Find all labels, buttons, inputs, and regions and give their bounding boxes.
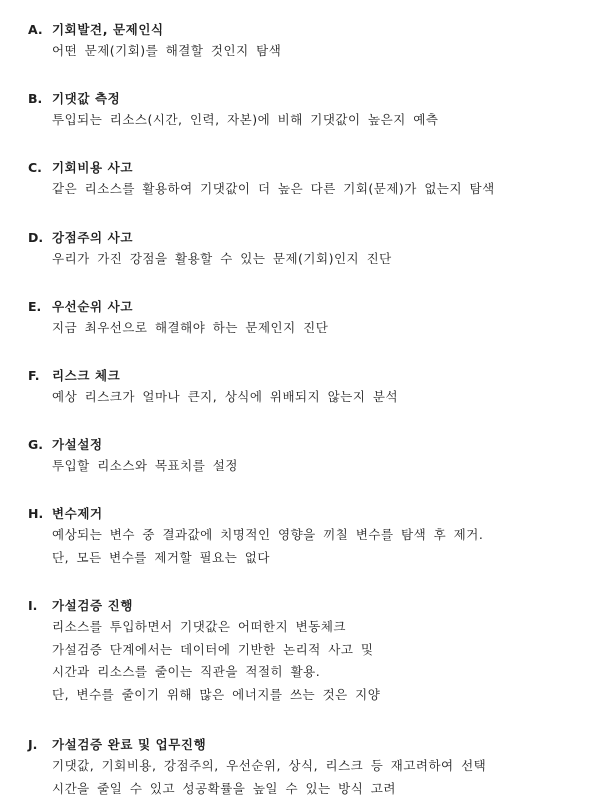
section-text: 단, 변수를 줄이기 위해 많은 에너지를 쓰는 것은 지양 [52, 686, 381, 702]
section-text: 시간을 줄일 수 있고 성공확률을 높일 수 있는 방식 고려 [52, 780, 396, 796]
section-f [28, 366, 398, 409]
section-title: 가설설정 [52, 437, 103, 452]
section-letter: E. [28, 299, 42, 314]
section-heading [28, 158, 495, 178]
section-title: 변수제거 [52, 506, 103, 521]
section-text: 예상되는 변수 중 결과값에 치명적인 영향을 끼칠 변수를 탐색 후 제거. [52, 527, 484, 542]
section-text: 우리가 가진 강점을 활용할 수 있는 문제(기회)인지 진단 [52, 251, 392, 266]
section-text: 기댓값, 기회비용, 강점주의, 우선순위, 상식, 리스크 등 재고려하여 선택 [52, 758, 487, 773]
section-title: 기회비용 사고 [52, 160, 134, 175]
section-text: 투입되는 리소스(시간, 인력, 자본)에 비해 기댓값이 높은지 예측 [52, 112, 439, 127]
section-heading [28, 435, 238, 455]
section-title: 가설검증 완료 및 업무진행 [52, 737, 207, 752]
section-h [28, 504, 483, 569]
section-letter: J. [28, 737, 38, 752]
section-letter: B. [28, 91, 43, 106]
section-text: 시간과 리소스를 줄이는 직관을 적절히 활용. [52, 664, 321, 679]
section-text: 같은 리소스를 활용하여 기댓값이 더 높은 다른 기회(문제)가 없는지 탐색 [52, 181, 495, 196]
section-c [28, 158, 495, 201]
section-g [28, 435, 238, 478]
section-i [28, 596, 380, 706]
section-letter: F. [28, 368, 40, 383]
section-heading [28, 20, 281, 40]
section-letter: I. [28, 598, 38, 613]
section-b [28, 89, 438, 132]
section-text: 어떤 문제(기회)를 해결할 것인지 탐색 [52, 43, 282, 58]
section-title: 리스크 체크 [52, 368, 121, 383]
section-text: 가설검증 단계에서는 데이터에 기반한 논리적 사고 및 [52, 641, 374, 657]
section-title: 기회발견, 문제인식 [52, 22, 164, 37]
section-title: 강점주의 사고 [52, 230, 134, 245]
section-a [28, 20, 281, 63]
section-text: 리소스를 투입하면서 기댓값은 어떠한지 변동체크 [52, 619, 346, 634]
section-title: 가설검증 진행 [52, 598, 134, 613]
section-letter: G. [28, 437, 44, 452]
section-j [28, 735, 486, 800]
section-d [28, 228, 392, 271]
section-heading [28, 89, 438, 109]
section-e [28, 297, 328, 340]
section-text: 지금 최우선으로 해결해야 하는 문제인지 진단 [52, 320, 329, 335]
section-letter: D. [28, 230, 44, 245]
section-text: 투입할 리소스와 목표치를 설정 [52, 458, 238, 473]
section-heading [28, 596, 380, 616]
section-letter: C. [28, 160, 42, 175]
section-text: 단, 모든 변수를 제거할 필요는 없다 [52, 549, 270, 565]
section-letter: A. [28, 22, 43, 37]
section-heading [28, 366, 398, 386]
section-heading [28, 735, 486, 755]
section-heading [28, 297, 328, 317]
section-heading [28, 504, 483, 524]
section-title: 기댓값 측정 [52, 91, 121, 106]
section-heading [28, 228, 392, 248]
section-text: 예상 리스크가 얼마나 큰지, 상식에 위배되지 않는지 분석 [52, 389, 399, 404]
section-letter: H. [28, 506, 44, 521]
section-title: 우선순위 사고 [52, 299, 134, 314]
